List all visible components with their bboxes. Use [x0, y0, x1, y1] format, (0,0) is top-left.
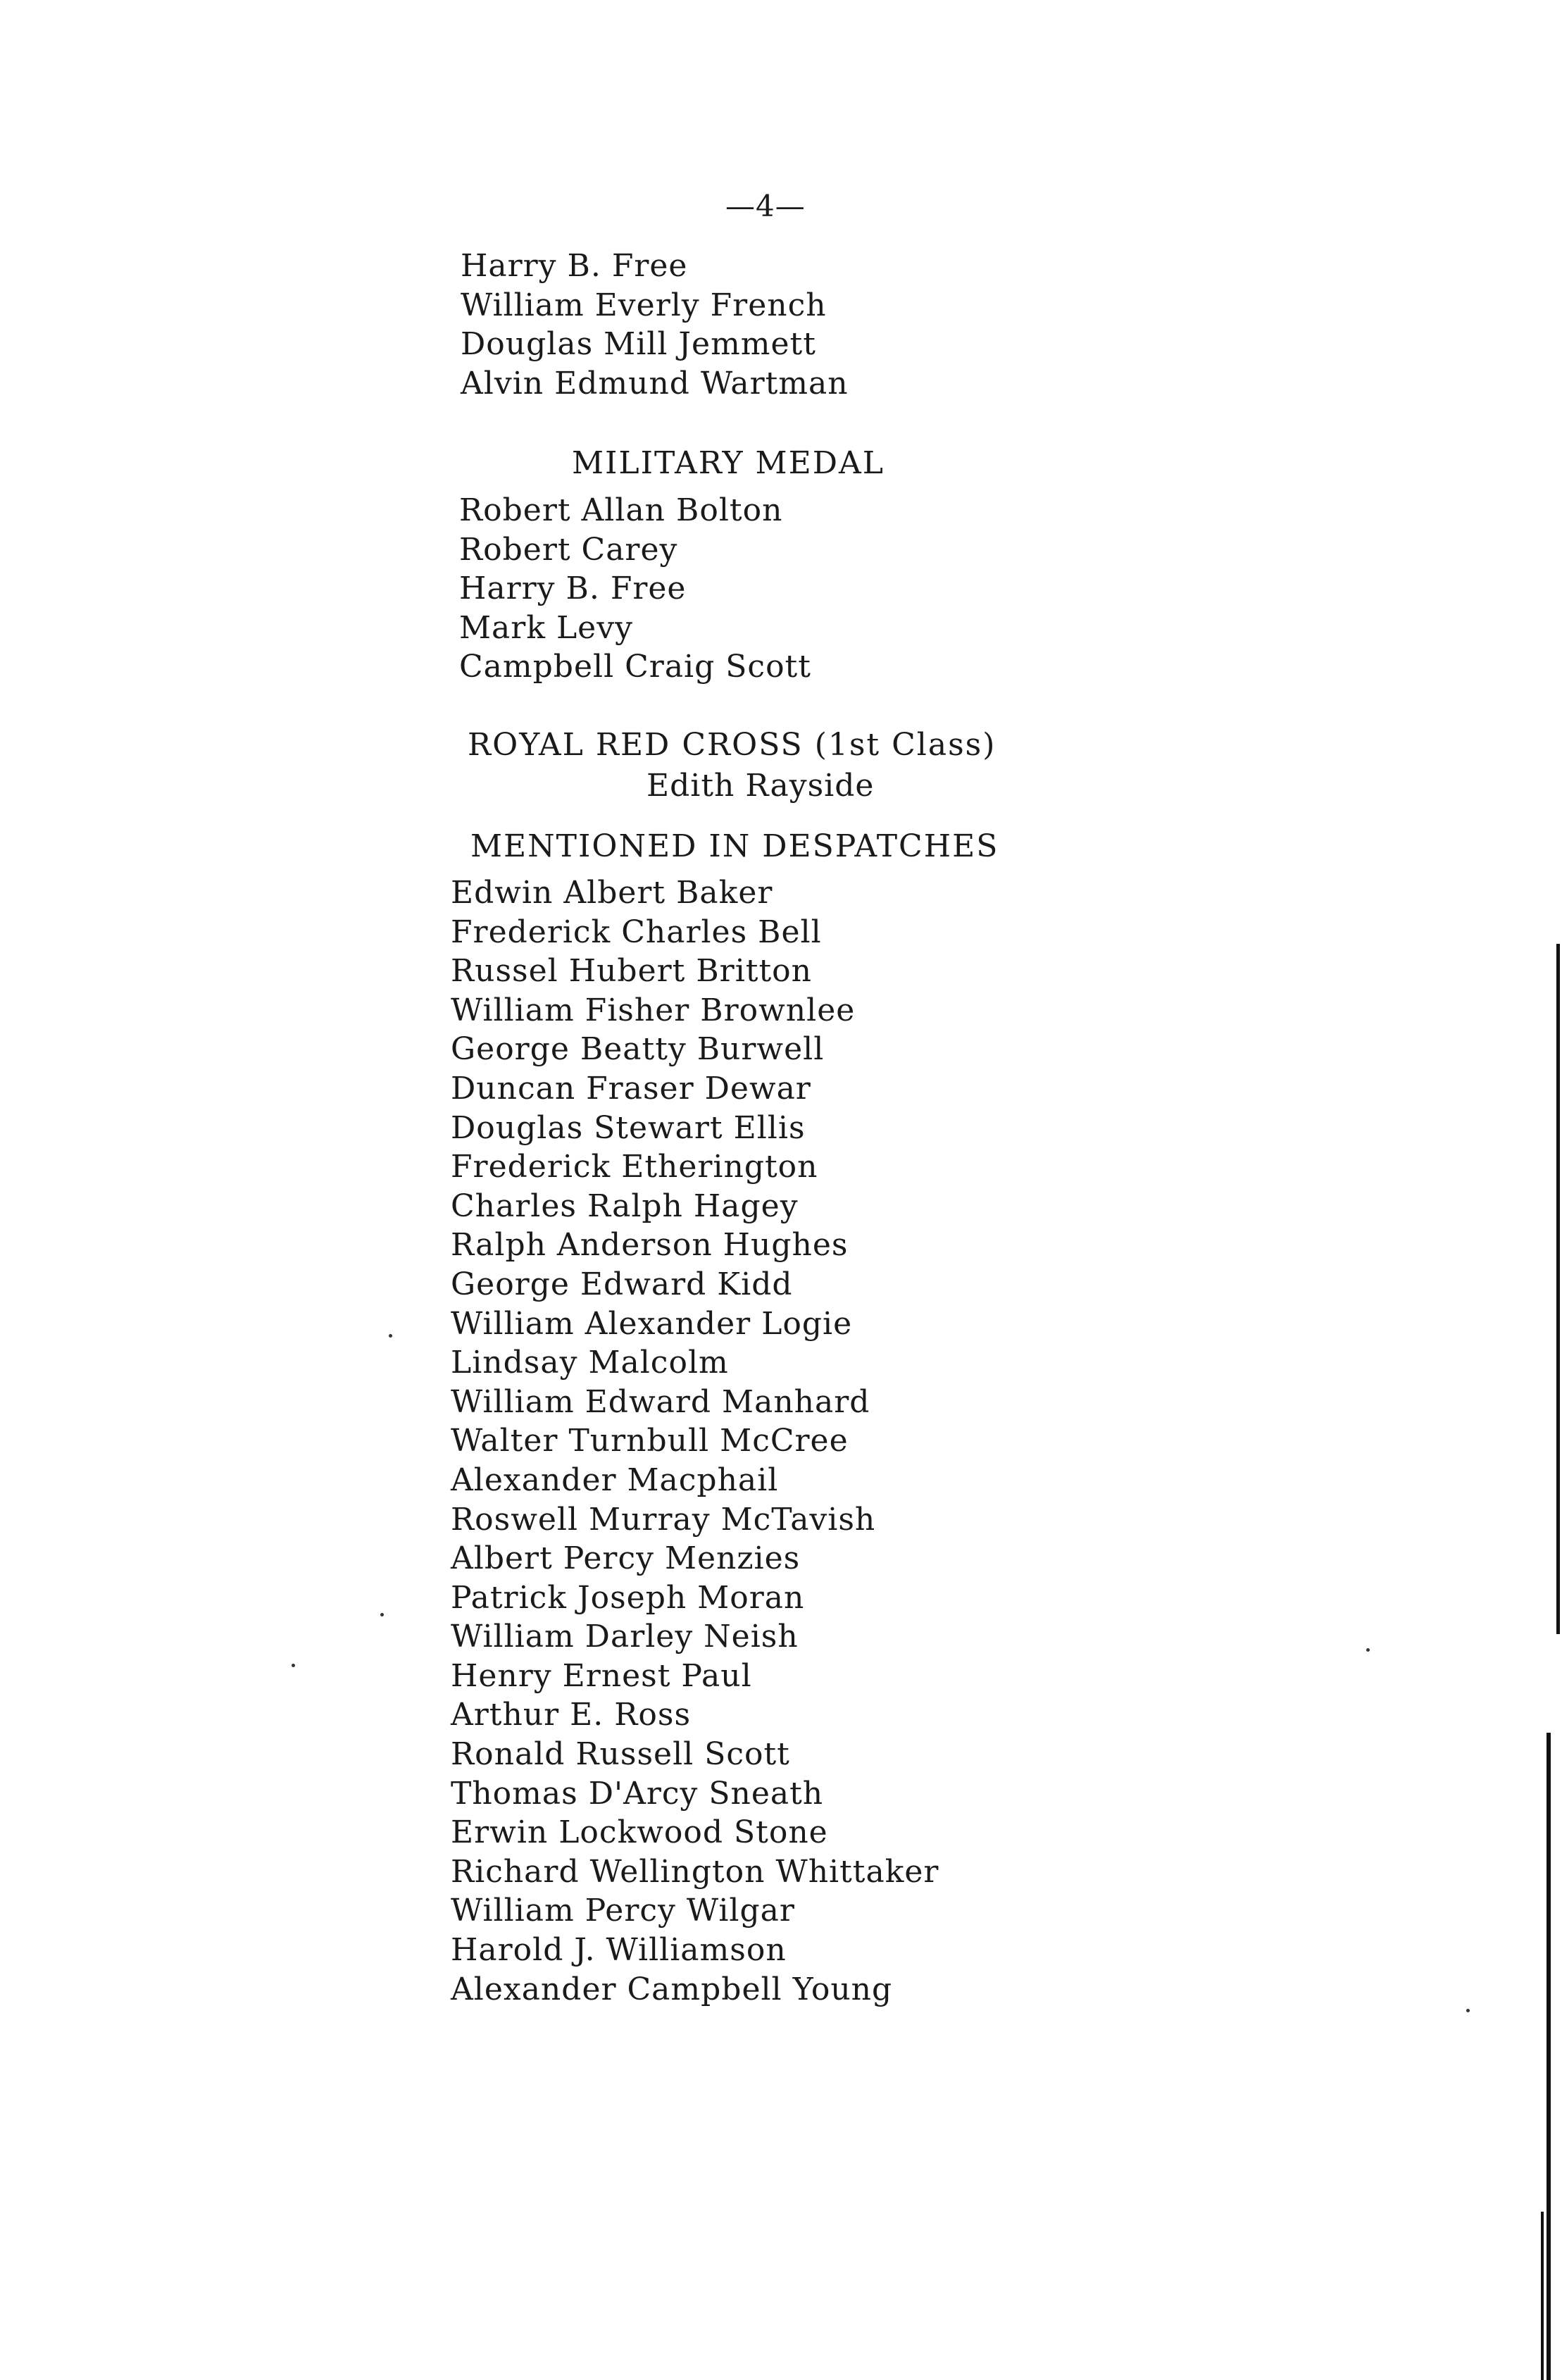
list-item: Henry Ernest Paul — [451, 1657, 752, 1694]
list-item: Duncan Fraser Dewar — [451, 1070, 811, 1107]
list-item: William Fisher Brownlee — [451, 992, 856, 1028]
list-item: Arthur E. Ross — [451, 1697, 692, 1733]
scan-speck — [292, 1664, 295, 1667]
list-item: Thomas D'Arcy Sneath — [451, 1775, 824, 1812]
list-item: Robert Allan Bolton — [459, 492, 783, 528]
list-item: Ronald Russell Scott — [451, 1736, 790, 1773]
list-item: Walter Turnbull McCree — [451, 1423, 849, 1459]
list-item: Harold J. Williamson — [451, 1932, 787, 1969]
list-item: Alexander Campbell Young — [451, 1971, 893, 2007]
list-item: Harry B. Free — [461, 248, 688, 284]
list-item: William Darley Neish — [451, 1619, 799, 1655]
list-item: Douglas Mill Jemmett — [461, 326, 816, 363]
list-item: Alvin Edmund Wartman — [461, 365, 849, 401]
scan-speck — [1366, 1648, 1370, 1652]
list-item: Erwin Lockwood Stone — [451, 1814, 828, 1851]
list-item: Albert Percy Menzies — [451, 1540, 801, 1577]
mentioned-in-despatches-heading: MENTIONED IN DESPATCHES — [470, 828, 999, 864]
list-item: Richard Wellington Whittaker — [451, 1853, 939, 1890]
page-number: —4— — [725, 189, 806, 223]
military-medal-list — [459, 491, 811, 687]
list-item: George Beatty Burwell — [451, 1031, 825, 1068]
scan-edge-line — [1541, 2212, 1544, 2380]
list-item: Roswell Murray McTavish — [451, 1501, 876, 1538]
scan-speck — [389, 1334, 392, 1338]
list-item: William Everly French — [461, 287, 827, 323]
royal-red-cross-name: Edith Rayside — [646, 768, 875, 804]
list-item: Harry B. Free — [459, 571, 687, 607]
list-item: William Percy Wilgar — [451, 1893, 795, 1929]
list-item: Lindsay Malcolm — [451, 1345, 729, 1381]
list-item: Ralph Anderson Hughes — [451, 1227, 849, 1264]
scan-speck — [380, 1613, 384, 1616]
royal-red-cross-heading: ROYAL RED CROSS (1st Class) — [468, 727, 996, 763]
list-item: Charles Ralph Hagey — [451, 1188, 799, 1224]
military-medal-heading: MILITARY MEDAL — [572, 445, 885, 481]
list-item: Frederick Etherington — [451, 1149, 818, 1185]
list-item: William Edward Manhard — [451, 1383, 870, 1420]
mentioned-in-despatches-list — [451, 873, 939, 2009]
list-item: William Alexander Logie — [451, 1305, 853, 1342]
list-item: Russel Hubert Britton — [451, 953, 812, 990]
scan-edge-line — [1547, 1733, 1551, 2380]
list-item: Douglas Stewart Ellis — [451, 1109, 806, 1146]
list-item: Alexander Macphail — [451, 1462, 779, 1498]
scan-speck — [1466, 2009, 1470, 2012]
list-item: Robert Carey — [459, 531, 678, 568]
continued-name-list — [461, 247, 849, 403]
list-item: Patrick Joseph Moran — [451, 1579, 805, 1616]
list-item: George Edward Kidd — [451, 1266, 793, 1302]
list-item: Frederick Charles Bell — [451, 914, 822, 950]
scan-edge-line — [1556, 944, 1560, 1634]
list-item: Campbell Craig Scott — [459, 649, 811, 685]
list-item: Mark Levy — [459, 609, 633, 646]
list-item: Edwin Albert Baker — [451, 875, 773, 911]
